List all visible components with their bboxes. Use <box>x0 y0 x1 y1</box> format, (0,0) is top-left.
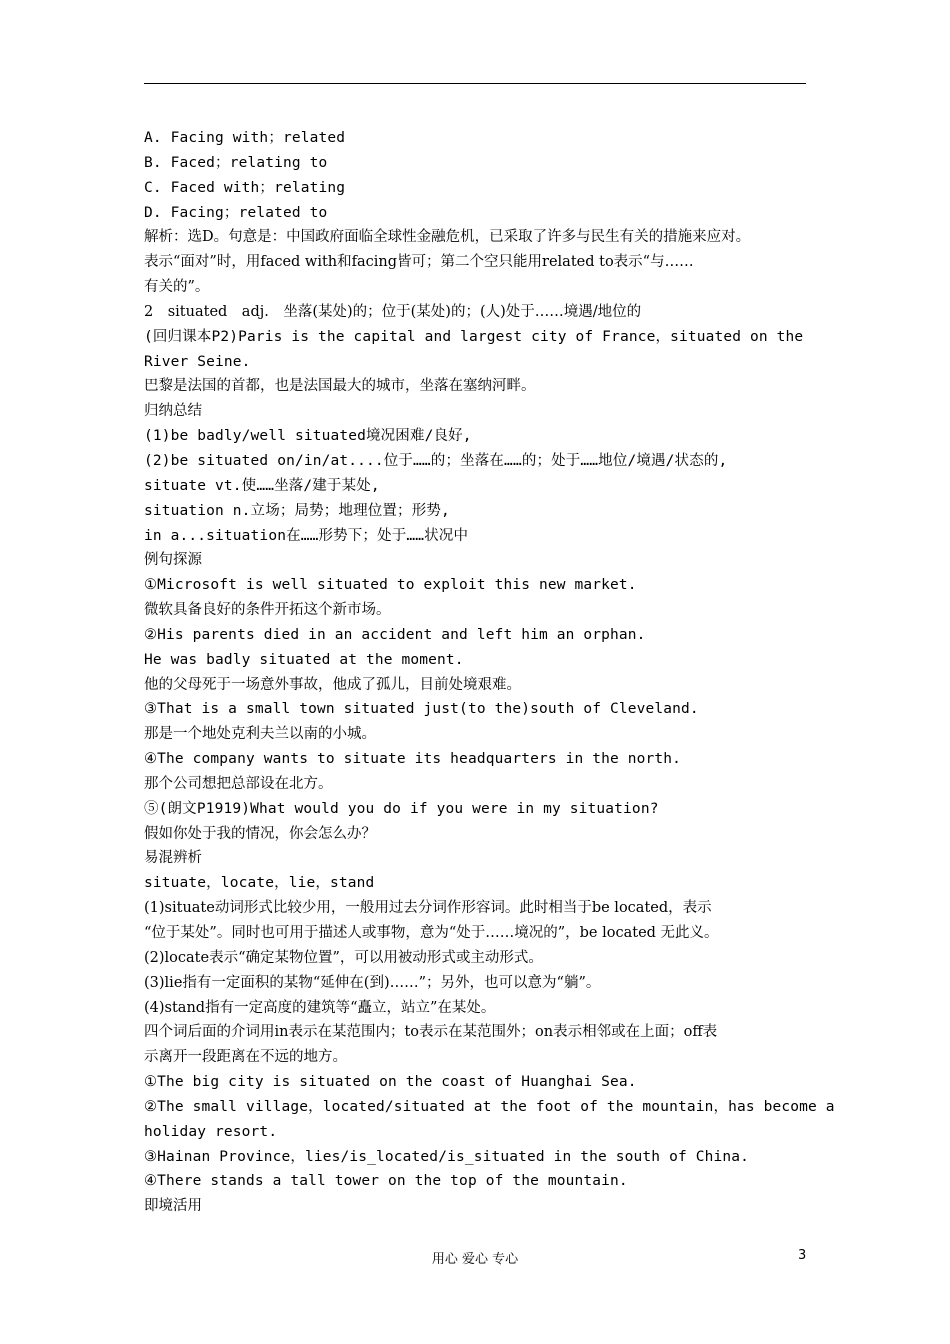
comparison-2: (2)locate表示“确定某物位置”，可以用被动形式或主动形式。 <box>144 949 543 966</box>
summary-item-5: in a...situation在……形势下；处于……状况中 <box>144 527 469 544</box>
summary-item-2: (2)be situated on/in/at....位于……的；坐落在……的；处于……地位/境遇/状态的, <box>144 452 728 469</box>
comparison-example-2: ②The small village，located/situated at the foot of the mountain，has become a <box>144 1098 835 1115</box>
analysis-line-3: 有关的”。 <box>144 279 210 296</box>
example-4-translation: 那个公司想把总部设在北方。 <box>144 775 333 792</box>
section-comparison-title: 易混辨析 <box>144 850 202 867</box>
entry-heading: 2 situated adj. 坐落(某处)的；位于(某处)的；(人)处于……境遇/地位的 <box>144 303 642 320</box>
option-a: A. Facing with；related <box>144 130 346 146</box>
comparison-example-1: ①The big city is situated on the coast of Huanghai Sea. <box>144 1074 637 1091</box>
example-1-translation: 微软具备良好的条件开拓这个新市场。 <box>144 602 391 619</box>
option-c: C. Faced with；relating <box>144 179 346 196</box>
comparison-1: (1)situate动词形式比较少用，一般用过去分词作形容词。此时相当于be located，表示 <box>144 900 712 917</box>
example-2-cont: He was badly situated at the moment. <box>144 651 464 668</box>
comparison-example-4: ④There stands a tall tower on the top of the mountain. <box>144 1173 628 1190</box>
example-4: ④The company wants to situate its headquarters in the north. <box>144 751 682 768</box>
preposition-note: 四个词后面的介词用in表示在某范围内；to表示在某范围外；on表示相邻或在上面；off表 <box>144 1024 718 1041</box>
summary-item-1: (1)be badly/well situated境况困难/良好, <box>144 428 472 445</box>
summary-item-3: situate vt.使……坐落/建于某处, <box>144 477 380 494</box>
textbook-translation: 巴黎是法国的首都，也是法国最大的城市，坐落在塞纳河畔。 <box>144 378 536 395</box>
textbook-example: (回归课本P2)Paris is the capital and largest city of France，situated on the <box>144 328 804 345</box>
example-2-translation: 他的父母死于一场意外事故，他成了孤儿，目前处境艰难。 <box>144 676 521 693</box>
preposition-note-cont: 示离开一段距离在不远的地方。 <box>144 1049 347 1066</box>
analysis-line-1: 解析：选D。句意是：中国政府面临全球性金融危机，已采取了许多与民生有关的措施来应对。 <box>144 229 751 246</box>
document-body <box>144 126 835 1219</box>
section-summary-title: 归纳总结 <box>144 403 202 420</box>
comparison-4: (4)stand指有一定高度的建筑等“矗立，站立”在某处。 <box>144 999 496 1016</box>
section-practice-title: 即境活用 <box>144 1198 202 1215</box>
comparison-words: situate，locate，lie，stand <box>144 875 375 892</box>
comparison-example-2-cont: holiday resort. <box>144 1123 278 1140</box>
option-b: B. Faced；relating to <box>144 154 328 171</box>
comparison-1-cont: “位于某处”。同时也可用于描述人或事物，意为“处于……境况的”，be located 无此义。 <box>144 925 719 941</box>
header-rule <box>144 83 806 84</box>
example-3: ③That is a small town situated just(to the)south of Cleveland. <box>144 701 699 718</box>
comparison-3: (3)lie指有一定面积的某物“延伸在(到)……”；另外，也可以意为“躺”。 <box>144 974 601 991</box>
summary-item-4: situation n.立场；局势；地理位置；形势, <box>144 502 450 519</box>
footer-motto: 用心 爱心 专心 <box>431 1252 519 1267</box>
option-d: D. Facing；related to <box>144 204 328 221</box>
section-examples-title: 例句探源 <box>144 552 202 569</box>
example-3-translation: 那是一个地处克利夫兰以南的小城。 <box>144 726 376 743</box>
analysis-line-2: 表示“面对”时，用faced with和facing皆可；第二个空只能用related to表示“与…… <box>144 254 694 271</box>
example-1: ①Microsoft is well situated to exploit this new market. <box>144 577 637 594</box>
comparison-example-3: ③Hainan Province，lies/is_located/is_situated in the south of China. <box>144 1148 749 1165</box>
example-2: ②His parents died in an accident and left him an orphan. <box>144 626 646 643</box>
textbook-example-cont: River Seine. <box>144 353 251 370</box>
example-5: ⑤(朗文P1919)What would you do if you were in my situation? <box>144 800 659 817</box>
example-5-translation: 假如你处于我的情况，你会怎么办？ <box>144 825 376 842</box>
page-number: 3 <box>798 1248 807 1263</box>
